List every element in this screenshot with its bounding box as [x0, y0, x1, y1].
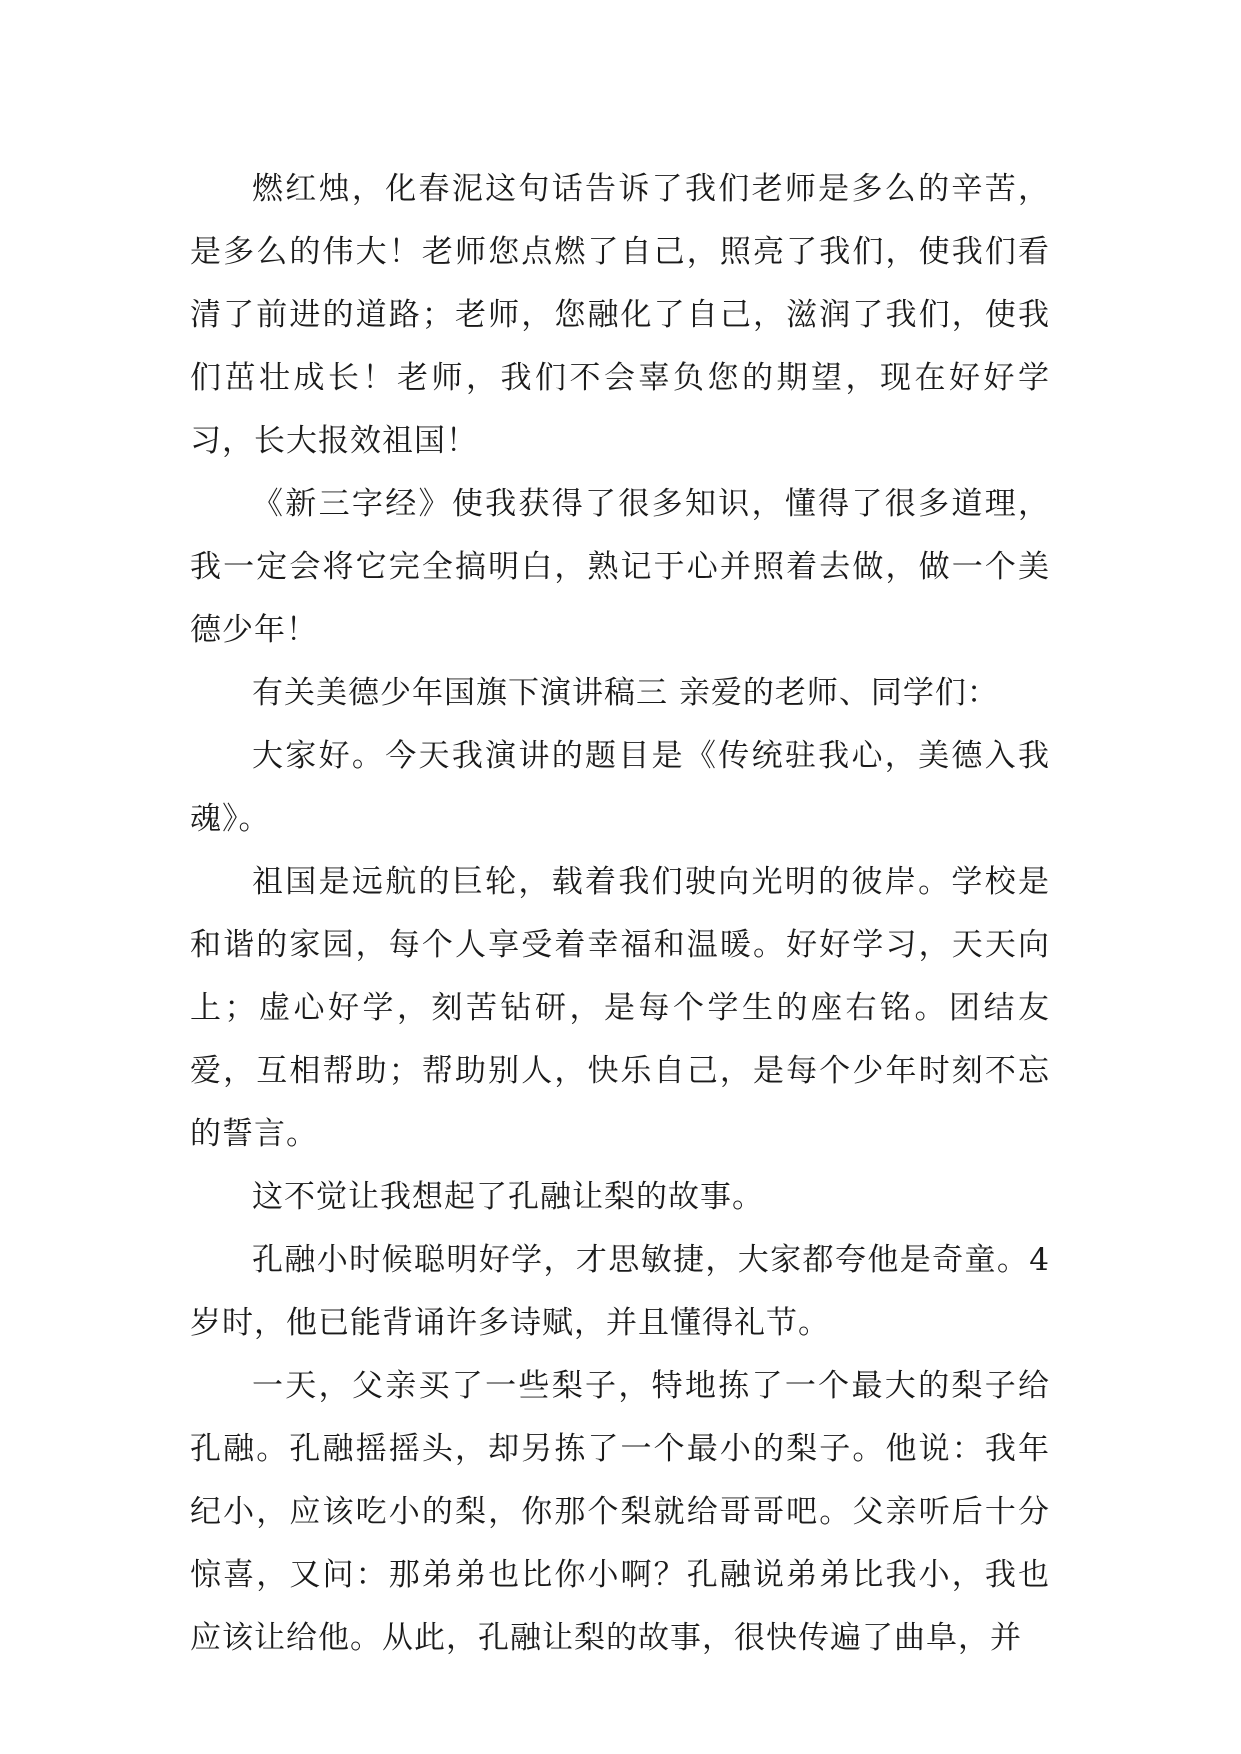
paragraph-kong-rong-childhood: 孔融小时候聪明好学，才思敏捷，大家都夸他是奇童。4 岁时，他已能背诵许多诗赋，并且懂得礼节。 — [190, 1242, 1050, 1341]
paragraph-story-intro: 这不觉让我想起了孔融让梨的故事。 — [252, 1179, 764, 1215]
paragraph-pear-story: 一天，父亲买了一些梨子，特地拣了一个最大的梨子给孔融。孔融摇摇头，却另拣了一个最小的梨子。他说：我年纪小，应该吃小的梨，你那个梨就给哥哥吧。父亲听后十分惊喜，又问：那弟弟也比你小啊？孔融说弟弟比我小，我也应该让给他。从此，孔融让梨的故事，很快传遍了曲阜，并 — [190, 1368, 1050, 1656]
document-body — [190, 158, 1050, 1670]
paragraph-three-character-classic: 《新三字经》使我获得了很多知识，懂得了很多道理，我一定会将它完全搞明白，熟记于心并照着去做，做一个美德少年！ — [190, 486, 1050, 648]
paragraph-motherland: 祖国是远航的巨轮，载着我们驶向光明的彼岸。学校是和谐的家园，每个人享受着幸福和温暖。好好学习，天天向上；虚心好学，刻苦钻研，是每个学生的座右铭。团结友爱，互相帮助；帮助别人，快乐自己，是每个少年时刻不忘的誓言。 — [190, 864, 1050, 1152]
paragraph-greeting: 大家好。今天我演讲的题目是《传统驻我心，美德入我魂》。 — [190, 738, 1050, 837]
paragraph-speech-heading: 有关美德少年国旗下演讲稿三 亲爱的老师、同学们： — [252, 675, 999, 711]
paragraph-teacher-praise: 燃红烛，化春泥这句话告诉了我们老师是多么的辛苦，是多么的伟大！老师您点燃了自己，照亮了我们，使我们看清了前进的道路；老师，您融化了自己，滋润了我们，使我们茁壮成长！老师，我们不会辜负您的期望，现在好好学习，长大报效祖国！ — [190, 171, 1050, 459]
